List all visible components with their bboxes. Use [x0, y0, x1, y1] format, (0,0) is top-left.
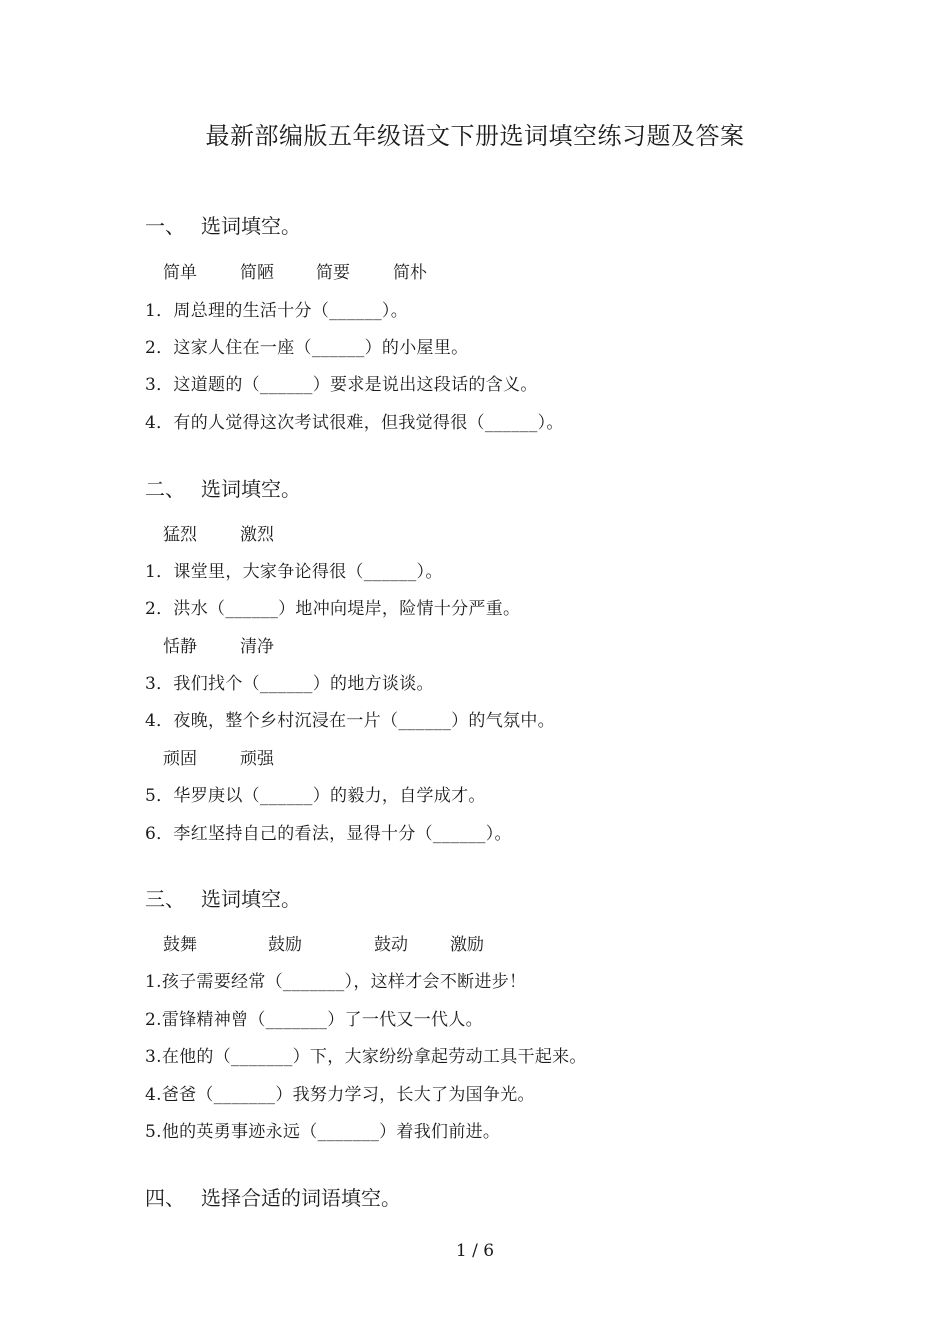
word-bank-2a — [163, 520, 274, 545]
section-title: 选词填空。 — [201, 214, 301, 238]
section-heading-3 — [145, 883, 301, 912]
section-title: 选词填空。 — [201, 887, 301, 911]
word-option: 简单 — [163, 263, 197, 283]
question-3-4: 4.爸爸（_______）我努力学习，长大了为国争光。 — [145, 1085, 535, 1105]
word-bank-1 — [163, 258, 427, 283]
question-3-5: 5.他的英勇事迹永远（_______）着我们前进。 — [145, 1122, 501, 1142]
word-option: 清净 — [240, 637, 274, 657]
question-2-2: 2．洪水（______）地冲向堤岸，险情十分严重。 — [145, 599, 521, 619]
word-option: 恬静 — [163, 637, 197, 657]
section-number: 四、 — [145, 1186, 185, 1210]
question-2-4: 4．夜晚，整个乡村沉浸在一片（______）的气氛中。 — [145, 711, 555, 731]
word-option: 鼓励 — [268, 935, 302, 955]
page-title: 最新部编版五年级语文下册选词填空练习题及答案 — [205, 122, 745, 150]
page-number: 1 / 6 — [455, 1241, 495, 1261]
question-2-5: 5．华罗庚以（______）的毅力，自学成才。 — [145, 786, 486, 806]
word-option: 鼓舞 — [163, 935, 197, 955]
question-2-3: 3．我们找个（______）的地方谈谈。 — [145, 674, 434, 694]
word-option: 简朴 — [393, 263, 427, 283]
question-2-6: 6．李红坚持自己的看法，显得十分（______）。 — [145, 824, 512, 844]
question-1-2: 2．这家人住在一座（______）的小屋里。 — [145, 338, 469, 358]
word-option: 猛烈 — [163, 525, 197, 545]
section-heading-4 — [145, 1182, 401, 1211]
section-number: 二、 — [145, 477, 185, 501]
word-bank-2b — [163, 632, 274, 657]
word-option: 简陋 — [240, 263, 274, 283]
word-bank-2c — [163, 744, 274, 769]
question-3-1: 1.孩子需要经常（_______），这样才会不断进步！ — [145, 972, 527, 992]
word-option: 鼓动 — [374, 935, 408, 955]
section-number: 一、 — [145, 214, 185, 238]
word-option: 顽强 — [240, 749, 274, 769]
question-2-1: 1．课堂里，大家争论得很（______）。 — [145, 562, 443, 582]
word-option: 激励 — [450, 935, 484, 955]
word-option: 简要 — [316, 263, 350, 283]
question-1-1: 1．周总理的生活十分（______）。 — [145, 301, 409, 321]
section-heading-2 — [145, 473, 301, 502]
section-title: 选词填空。 — [201, 477, 301, 501]
question-3-3: 3.在他的（_______）下，大家纷纷拿起劳动工具干起来。 — [145, 1047, 587, 1067]
section-title: 选择合适的词语填空。 — [201, 1186, 401, 1210]
question-3-2: 2.雷锋精神曾（_______）了一代又一代人。 — [145, 1010, 483, 1030]
word-option: 顽固 — [163, 749, 197, 769]
word-bank-3 — [163, 930, 484, 955]
section-heading-1 — [145, 210, 301, 239]
question-1-3: 3．这道题的（______）要求是说出这段话的含义。 — [145, 375, 538, 395]
question-1-4: 4．有的人觉得这次考试很难，但我觉得很（______）。 — [145, 413, 564, 433]
word-option: 激烈 — [240, 525, 274, 545]
section-number: 三、 — [145, 887, 185, 911]
